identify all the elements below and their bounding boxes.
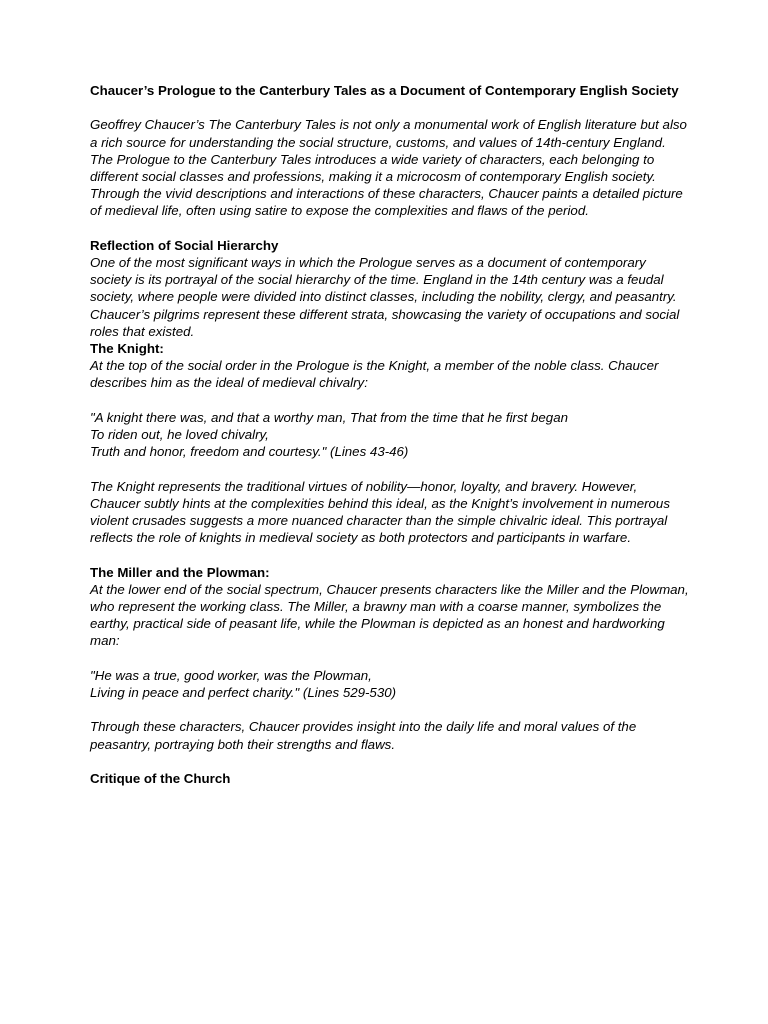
document-page (90, 82, 690, 787)
spacer (90, 650, 690, 667)
miller-analysis-paragraph: Through these characters, Chaucer provides insight into the daily life and moral values of the peasantry, portraying both their strengths and flaws. (90, 719, 637, 752)
quote-line: Living in peace and perfect charity." (Lines 529-530) (90, 685, 397, 701)
miller-paragraph: At the lower end of the social spectrum, Chaucer presents characters like the Miller and the Plowman, who represent the working class. The Miller, a brawny man with a coarse manner, symbolizes the earthy, practical side of peasant life, while the Plowman is depicted as an honest and hardworking man: (90, 581, 689, 649)
document-title: Chaucer’s Prologue to the Canterbury Tales as a Document of Contemporary English Society (90, 83, 679, 98)
social-hierarchy-paragraph: One of the most significant ways in which the Prologue serves as a document of contemporary society is its portrayal of the social hierarchy of the time. England in the 14th century was a feudal society, where people were divided into distinct classes, including the nobility, clergy, and peasantry. Chaucer’s pilgrims represent these different strata, showcasing the variety of occupations and social roles that existed. (90, 255, 680, 339)
spacer (90, 546, 690, 563)
quote-line: "He was a true, good worker, was the Plowman, (90, 667, 372, 683)
section-heading-critique-church: Critique of the Church (90, 771, 231, 786)
quote-line: "A knight there was, and that a worthy man, That from the time that he first began (90, 409, 568, 425)
spacer (90, 392, 690, 409)
subheading-knight: The Knight: (90, 341, 164, 357)
subheading-miller-plowman: The Miller and the Plowman: (90, 564, 270, 580)
spacer (90, 220, 690, 237)
quote-line: Truth and honor, freedom and courtesy." (Lines 43-46) (90, 444, 409, 460)
quote-line: To riden out, he loved chivalry, (90, 427, 269, 443)
plowman-quote (90, 667, 690, 701)
section-heading-social-hierarchy: Reflection of Social Hierarchy (90, 237, 279, 253)
knight-analysis-paragraph: The Knight represents the traditional virtues of nobility—honor, loyalty, and bravery. However, Chaucer subtly hints at the complexities behind this ideal, as the Knight’s involvement in numerous violent crusades suggests a more nuanced character than the simple chivalric ideal. This portrayal reflects the role of knights in medieval society as both protectors and participants in warfare. (90, 478, 670, 546)
spacer (90, 460, 690, 477)
intro-paragraph: Geoffrey Chaucer’s The Canterbury Tales is not only a monumental work of English literature but also a rich source for understanding the social structure, customs, and values of 14th-century England. The Prologue to the Canterbury Tales introduces a wide variety of characters, each belonging to different social classes and professions, making it a microcosm of contemporary English society. Through the vivid descriptions and interactions of these characters, Chaucer paints a detailed picture of medieval life, often using satire to expose the complexities and flaws of the period. (90, 117, 687, 219)
spacer (90, 701, 690, 718)
spacer (90, 753, 690, 770)
knight-paragraph: At the top of the social order in the Prologue is the Knight, a member of the noble class. Chaucer describes him as the ideal of medieval chivalry: (90, 358, 659, 391)
knight-quote (90, 409, 690, 461)
